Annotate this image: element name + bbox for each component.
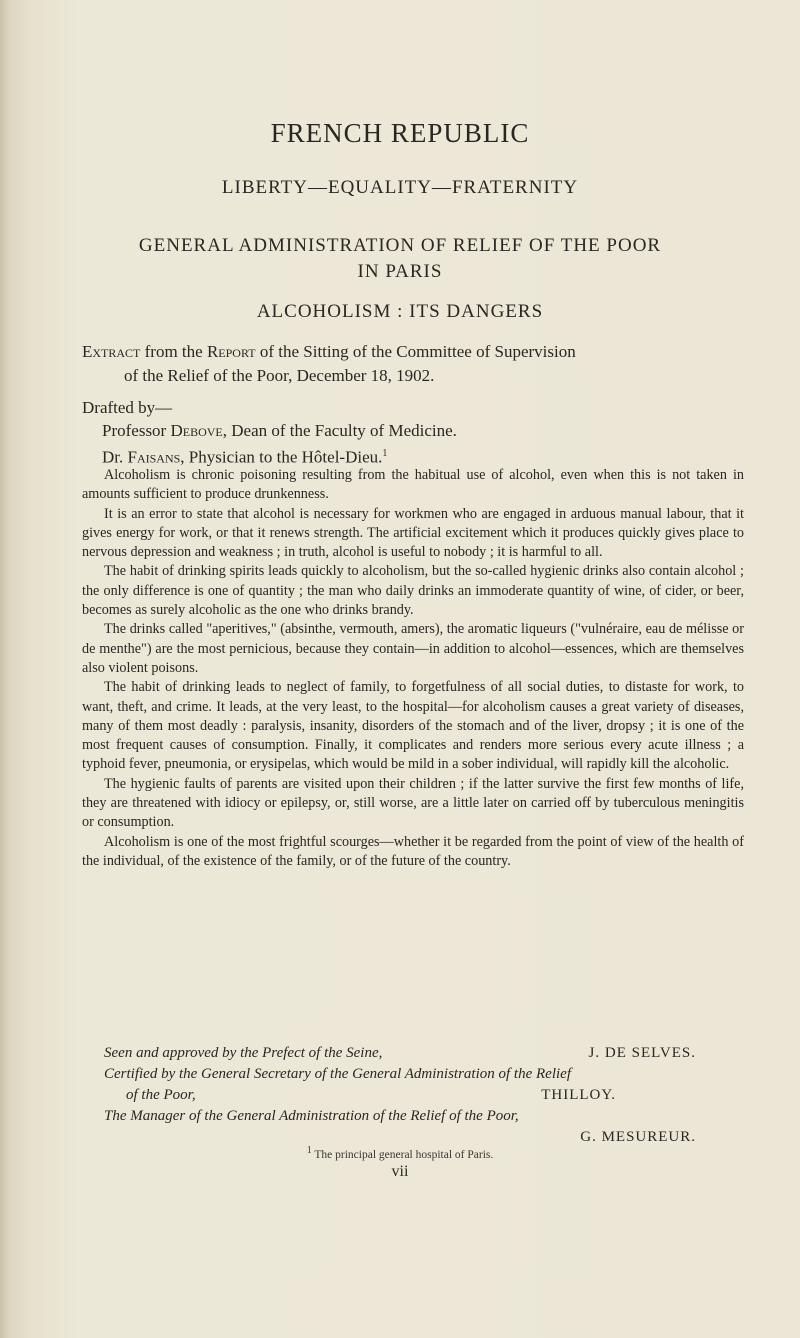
page-title: FRENCH REPUBLIC: [270, 118, 530, 148]
extract-rest: of the Sitting of the Committee of Supervision: [259, 342, 576, 361]
body-text: [82, 466, 744, 871]
subject-heading: ALCOHOLISM : ITS DANGERS: [256, 301, 544, 322]
professor-name: Debove,: [170, 421, 227, 440]
prefect-name: J. DE SELVES.: [588, 1045, 696, 1061]
paragraph: Alcoholism is chronic poisoning resulting from the habitual use of alcohol, even when this is not taken in amounts sufficient to produce drunkenness.: [82, 467, 744, 503]
secretary-line-cont: of the Poor,: [126, 1087, 196, 1103]
signature-secretary-line1: [82, 1064, 744, 1085]
signature-manager-line: [82, 1106, 744, 1127]
drafted-doctor: [82, 442, 742, 469]
manager-line: The Manager of the General Administration of the Relief of the Poor,: [104, 1108, 519, 1124]
drafted-by-block: [82, 396, 742, 469]
page-spine-edge: [0, 0, 10, 1338]
paragraph: The habit of drinking spirits leads quickly to alcoholism, but the so-called hygienic drinks also contain alcohol ; the only difference is one of quantity ; the man who daily drinks an immoderate quantity of wine, of cider, or beer, becomes as surely alcoholic as the one who drinks brandy.: [82, 563, 744, 619]
extract-report: Report: [206, 342, 256, 361]
secretary-name: THILLOY.: [541, 1087, 616, 1103]
footnote-mark: 1: [306, 1145, 312, 1156]
footnote-text: The principal general hospital of Paris.: [314, 1148, 494, 1161]
doctor-role: Physician to the Hôtel-Dieu.: [188, 447, 383, 467]
footnote: [0, 1145, 800, 1161]
doctor-name: Faisans,: [127, 447, 185, 467]
secretary-line: Certified by the General Secretary of the General Administration of the Relief: [104, 1066, 571, 1082]
paragraph: The habit of drinking leads to neglect of family, to forgetfulness of all social duties, to distaste for work, to want, theft, and crime. It leads, at the very least, to the hospital—for alcoholism causes a great variety of diseases, many of them most deadly : paralysis, insanity, disorders of the stomach and of the liver, dropsy ; it is one of the most frequent causes of consumption. Finally, it complicates and renders more serious every acute illness ; a typhoid fever, pneumonia, or erysipelas, which would be mild in a sober individual, will rapidly kill the alcoholic.: [82, 679, 744, 773]
administration-heading-line2: IN PARIS: [357, 261, 443, 282]
page-number: vii: [391, 1163, 409, 1180]
paragraph: The hygienic faults of parents are visited upon their children ; if the latter survive the first few months of life, they are threatened with idiocy or epilepsy, or, still worse, are a little later on carried off by tuberculous meningitis or consumption.: [82, 775, 744, 831]
administration-heading-line1: GENERAL ADMINISTRATION OF RELIEF OF THE POOR: [138, 235, 662, 256]
drafted-professor: [82, 419, 742, 442]
motto: LIBERTY—EQUALITY—FRATERNITY: [221, 177, 579, 198]
paragraph: Alcoholism is one of the most frightful scourges—whether it be regarded from the point of view of the health of the individual, of the existence of the family, or of the future of the country.: [82, 833, 744, 869]
extract-line2: of the Relief of the Poor, December 18, 1902.: [124, 366, 435, 385]
paragraph: It is an error to state that alcohol is necessary for workmen who are engaged in arduous manual labour, that it gives energy for work, or that it renews strength. The artificial excitement which it produces quickly gives place to nervous depression and weakness ; in truth, alcohol is useful to nobody ; it is harmful to all.: [82, 505, 744, 561]
doctor-title: Dr.: [102, 447, 124, 467]
professor-role: Dean of the Faculty of Medicine.: [231, 421, 457, 440]
footnote-reference: 1: [382, 448, 388, 459]
professor-title: Professor: [102, 421, 167, 440]
prefect-line: Seen and approved by the Prefect of the Seine,: [104, 1045, 383, 1061]
signature-prefect: [82, 1043, 744, 1064]
extract-lead: Extract: [82, 342, 141, 361]
extract-note: [82, 340, 742, 388]
manager-name: G. MESUREUR.: [580, 1129, 696, 1145]
signature-secretary-line2: [82, 1085, 744, 1106]
paragraph: The drinks called "aperitives," (absinthe, vermouth, amers), the aromatic liqueurs ("vulnéraire, eau de mélisse or de menthe") are the most pernicious, because they contain—in addition to alcohol—essences, which are themselves also violent poisons.: [82, 621, 744, 676]
drafted-label: Drafted by—: [82, 398, 173, 417]
extract-from: from the: [144, 342, 203, 361]
administration-heading: [0, 233, 800, 285]
signature-block: [82, 1043, 744, 1148]
